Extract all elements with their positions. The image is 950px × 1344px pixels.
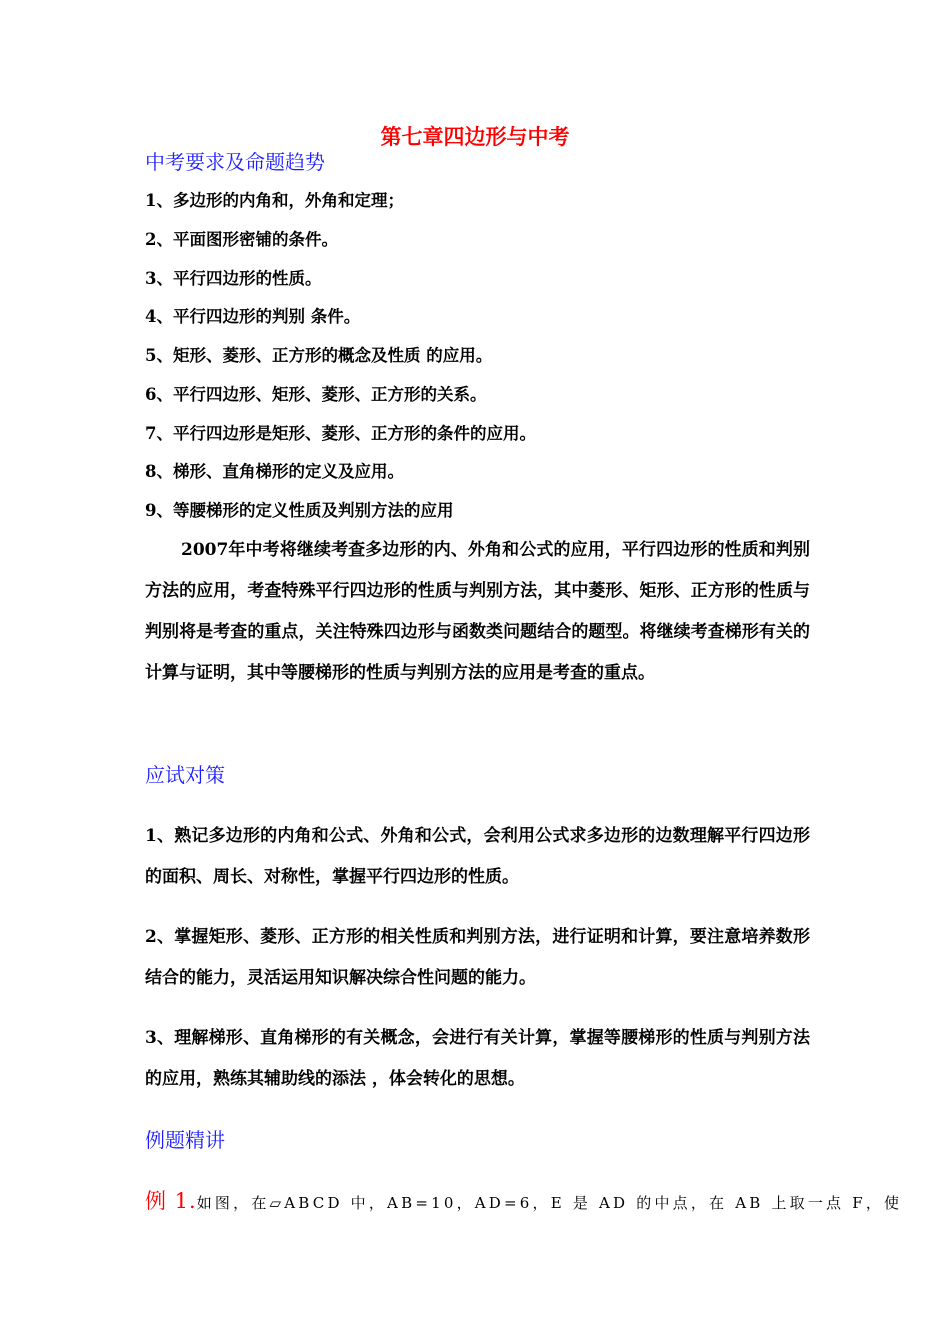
requirement-item-4: 4、平行四边形的判别 条件。 xyxy=(145,307,361,326)
example-1-label: 例 1. xyxy=(145,1189,197,1213)
requirement-item-2: 2、平面图形密铺的条件。 xyxy=(145,230,338,249)
section-heading-requirements: 中考要求及命题趋势 xyxy=(145,150,325,174)
requirement-item-9: 9、等腰梯形的定义性质及判别方法的应用 xyxy=(145,501,454,520)
example-1 xyxy=(145,1186,903,1218)
example-1-text: 如图，在▱ABCD 中，AB=10，AD=6，E 是 AD 的中点，在 AB 上取一点 F，使 xyxy=(196,1194,903,1212)
requirement-item-5: 5、矩形、菱形、正方形的概念及性质 的应用。 xyxy=(145,346,493,365)
requirement-item-6: 6、平行四边形、矩形、菱形、正方形的关系。 xyxy=(145,385,487,404)
section-heading-examples: 例题精讲 xyxy=(145,1128,225,1152)
requirement-item-1: 1、多边形的内角和，外角和定理； xyxy=(145,191,404,210)
section-heading-strategy: 应试对策 xyxy=(145,763,225,787)
strategy-item-2: 2、掌握矩形、菱形、正方形的相关性质和判别方法，进行证明和计算，要注意培养数形结合的能力，灵活运用知识解决综合性问题的能力。 xyxy=(145,927,810,988)
requirement-item-3: 3、平行四边形的性质。 xyxy=(145,269,322,288)
strategy-item-3: 3、理解梯形、直角梯形的有关概念，会进行有关计算，掌握等腰梯形的性质与判别方法的应用，熟练其辅助线的添法 ，体会转化的思想。 xyxy=(145,1028,810,1089)
requirement-item-8: 8、梯形、直角梯形的定义及应用。 xyxy=(145,462,404,481)
strategy-item-1: 1、熟记多边形的内角和公式、外角和公式，会利用公式求多边形的边数理解平行四边形的面积、周长、对称性，掌握平行四边形的性质。 xyxy=(145,826,810,887)
chapter-title: 第七章四边形与中考 xyxy=(380,124,570,149)
requirement-item-7: 7、平行四边形是矩形、菱形、正方形的条件的应用。 xyxy=(145,424,536,443)
trend-paragraph: 2007年中考将继续考查多边形的内、外角和公式的应用，平行四边形的性质和判别方法的应用，考查特殊平行四边形的性质与判别方法，其中菱形、矩形、正方形的性质与判别将是考查的重点，关注特殊四边形与函数类问题结合的题型。将继续考查梯形有关的计算与证明，其中等腰梯形的性质与判别方法的应用是考查的重点。 xyxy=(145,540,810,683)
